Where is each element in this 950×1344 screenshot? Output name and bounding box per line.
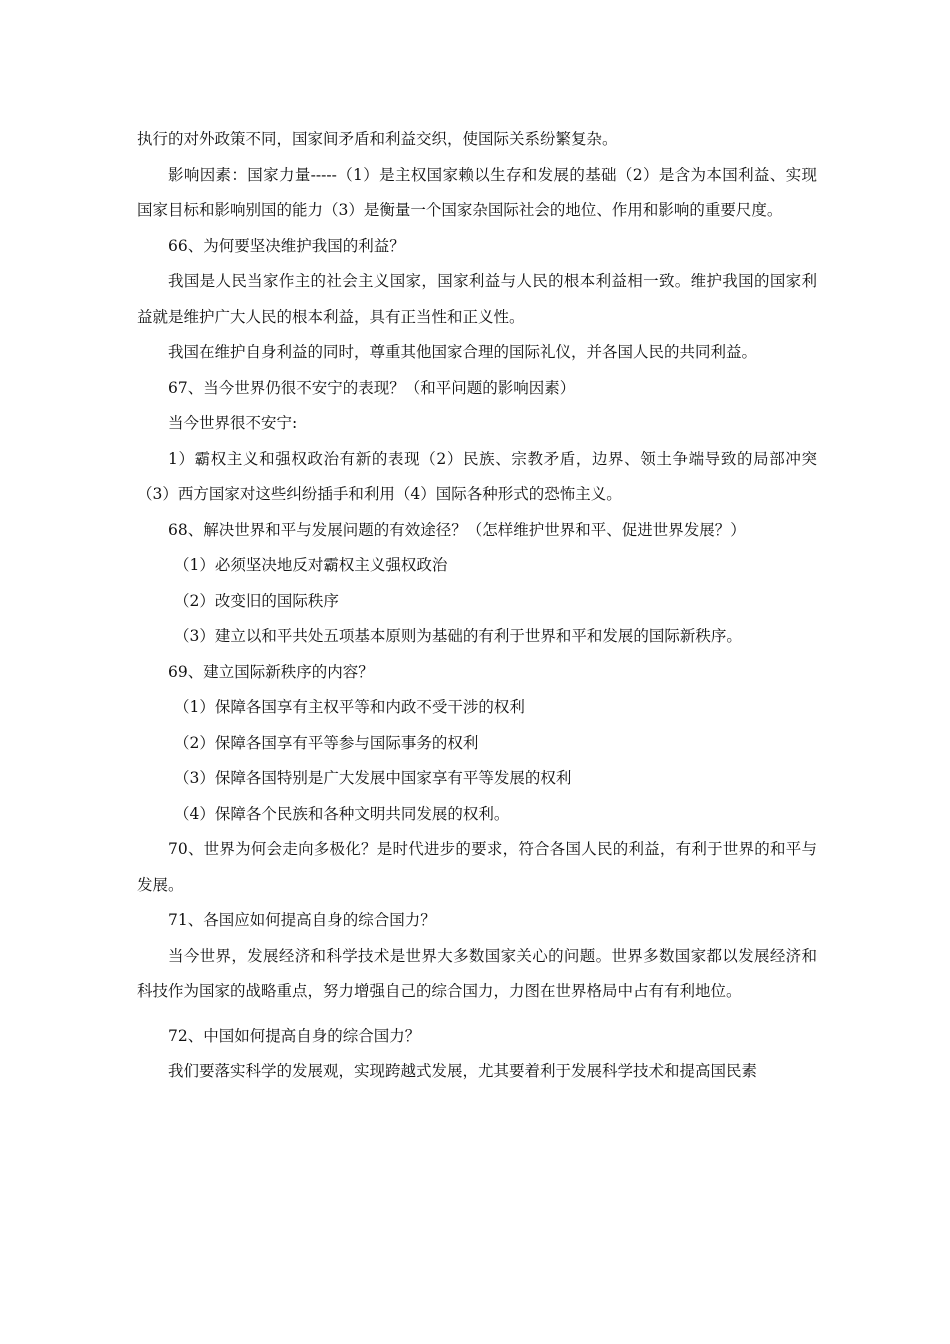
paragraph: 我国是人民当家作主的社会主义国家，国家利益与人民的根本利益相一致。维护我国的国家利益就是维护广大人民的根本利益，具有正当性和正义性。 xyxy=(137,272,817,326)
list-item: （2）改变旧的国际秩序 xyxy=(174,591,339,610)
list-item: （2）保障各国享有平等参与国际事务的权利 xyxy=(174,733,479,752)
list-item: （1）必须坚决地反对霸权主义强权政治 xyxy=(174,556,448,574)
paragraph: 当今世界很不安宁: xyxy=(168,414,298,432)
paragraph: 我国在维护自身利益的同时，尊重其他国家合理的国际礼仪，并各国人民的共同利益。 xyxy=(168,343,758,361)
question-heading: 67、当今世界仍很不安宁的表现？（和平问题的影响因素） xyxy=(168,378,576,397)
list-item: （3）保障各国特别是广大发展中国家享有平等发展的权利 xyxy=(174,769,572,787)
paragraph: 影响因素：国家力量-----（1）是主权国家赖以生存和发展的基础（2）是含为本国利益、实现国家目标和影响别国的能力（3）是衡量一个国家杂国际社会的地位、作用和影响的重要尺度。 xyxy=(137,165,817,219)
question-heading: 69、建立国际新秩序的内容？ xyxy=(168,662,374,681)
document-body xyxy=(137,122,817,1090)
question-heading: 68、解决世界和平与发展问题的有效途径？（怎样维护世界和平、促进世界发展？） xyxy=(168,520,746,539)
question-heading: 66、为何要坚决维护我国的利益？ xyxy=(168,236,405,255)
question-heading: 71、各国应如何提高自身的综合国力？ xyxy=(168,911,436,929)
paragraph: 1）霸权主义和强权政治有新的表现（2）民族、宗教矛盾，边界、领土争端导致的局部冲突（3）西方国家对这些纠纷插手和利用（4）国际各种形式的恐怖主义。 xyxy=(137,449,817,503)
question-heading: 70、世界为何会走向多极化？是时代进步的要求，符合各国人民的利益，有利于世界的和平与发展。 xyxy=(137,840,817,894)
list-item: （3）建立以和平共处五项基本原则为基础的有利于世界和平和发展的国际新秩序。 xyxy=(174,627,742,645)
question-heading: 72、中国如何提高自身的综合国力？ xyxy=(168,1026,421,1045)
paragraph: 当今世界，发展经济和科学技术是世界大多数国家关心的问题。世界多数国家都以发展经济和科技作为国家的战略重点，努力增强自己的综合国力，力图在世界格局中占有有利地位。 xyxy=(137,946,817,1000)
list-item: （4）保障各个民族和各种文明共同发展的权利。 xyxy=(174,804,510,823)
paragraph: 执行的对外政策不同，国家间矛盾和利益交织，使国际关系纷繁复杂。 xyxy=(137,130,618,148)
list-item: （1）保障各国享有主权平等和内政不受干涉的权利 xyxy=(174,698,525,716)
paragraph: 我们要落实科学的发展观，实现跨越式发展，尤其要着利于发展科学技术和提高国民素 xyxy=(168,1062,758,1080)
